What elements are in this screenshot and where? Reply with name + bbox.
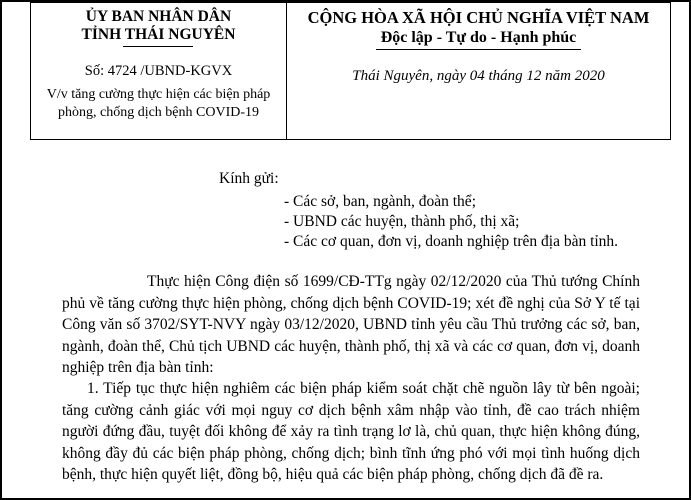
- issuer-block: [31, 3, 287, 140]
- document-header: [30, 2, 671, 140]
- motto-text: Độc lập - Tự do - Hạnh phúc: [380, 29, 577, 46]
- nation-block: [287, 3, 671, 140]
- document-subject: [31, 86, 286, 122]
- issuer-org-line2-text: TỈNH THÁI NGUYÊN: [81, 26, 236, 43]
- national-motto: [376, 28, 581, 50]
- intro-paragraph: Thực hiện Công điện số 1699/CĐ-TTg ngày 02/12/2020 của Thủ tướng Chính phủ về tăng cường thực hiện phòng, chống dịch bệnh COVID-19; xét đề nghị của Sở Y tế tại Công văn số 3702/SYT-NVY ngày 03/12/2020, UBND tỉnh yêu cầu Thủ trưởng các sở, ban, ngành, đoàn thể, Chủ tịch UBND các huyện, thành phố, thị xã và các cơ quan, đơn vị, doanh nghiệp trên địa bàn tỉnh:: [62, 273, 640, 376]
- nation-title: CỘNG HÒA XÃ HỘI CHỦ NGHĨA VIỆT NAM: [307, 8, 650, 27]
- recipient-item: - Các cơ quan, đơn vị, doanh nghiệp trên địa bàn tỉnh.: [284, 233, 619, 250]
- issuer-org-line1: ỦY BAN NHÂN DÂN: [85, 8, 232, 25]
- issuer-underline: [123, 46, 193, 47]
- item-1-paragraph: 1. Tiếp tục thực hiện nghiêm các biện pháp kiểm soát chặt chẽ nguồn lây từ bên ngoài; tăng cường cảnh giác với mọi nguy cơ dịch bệnh xâm nhập vào tỉnh, đề cao trách nhiệm người đứng đầu, tuyệt đối không để xảy ra tình trạng lơ là, chủ quan, thực hiện không đúng, không đầy đủ các biện pháp phòng, chống dịch; bình tĩnh ứng phó với mọi tình huống dịch bệnh, thực hiện quyết liệt, đồng bộ, hiệu quả các biện pháp phòng, chống dịch đã đề ra.: [62, 380, 640, 483]
- place-date: Thái Nguyên, ngày 04 tháng 12 năm 2020: [352, 68, 605, 84]
- recipients-label: Kính gửi:: [219, 170, 279, 187]
- subject-line1: V/v tăng cường thực hiện các biện pháp: [46, 87, 271, 102]
- recipient-item: - Các sở, ban, ngành, đoàn thể;: [284, 193, 476, 210]
- recipient-item: - UBND các huyện, thành phố, thị xã;: [284, 213, 520, 230]
- document-number: Số: 4724 /UBND-KGVX: [84, 63, 233, 79]
- subject-line2: phòng, chống dịch bệnh COVID-19: [57, 105, 260, 120]
- issuer-org-line2: [82, 26, 236, 47]
- motto-underline: [376, 49, 581, 50]
